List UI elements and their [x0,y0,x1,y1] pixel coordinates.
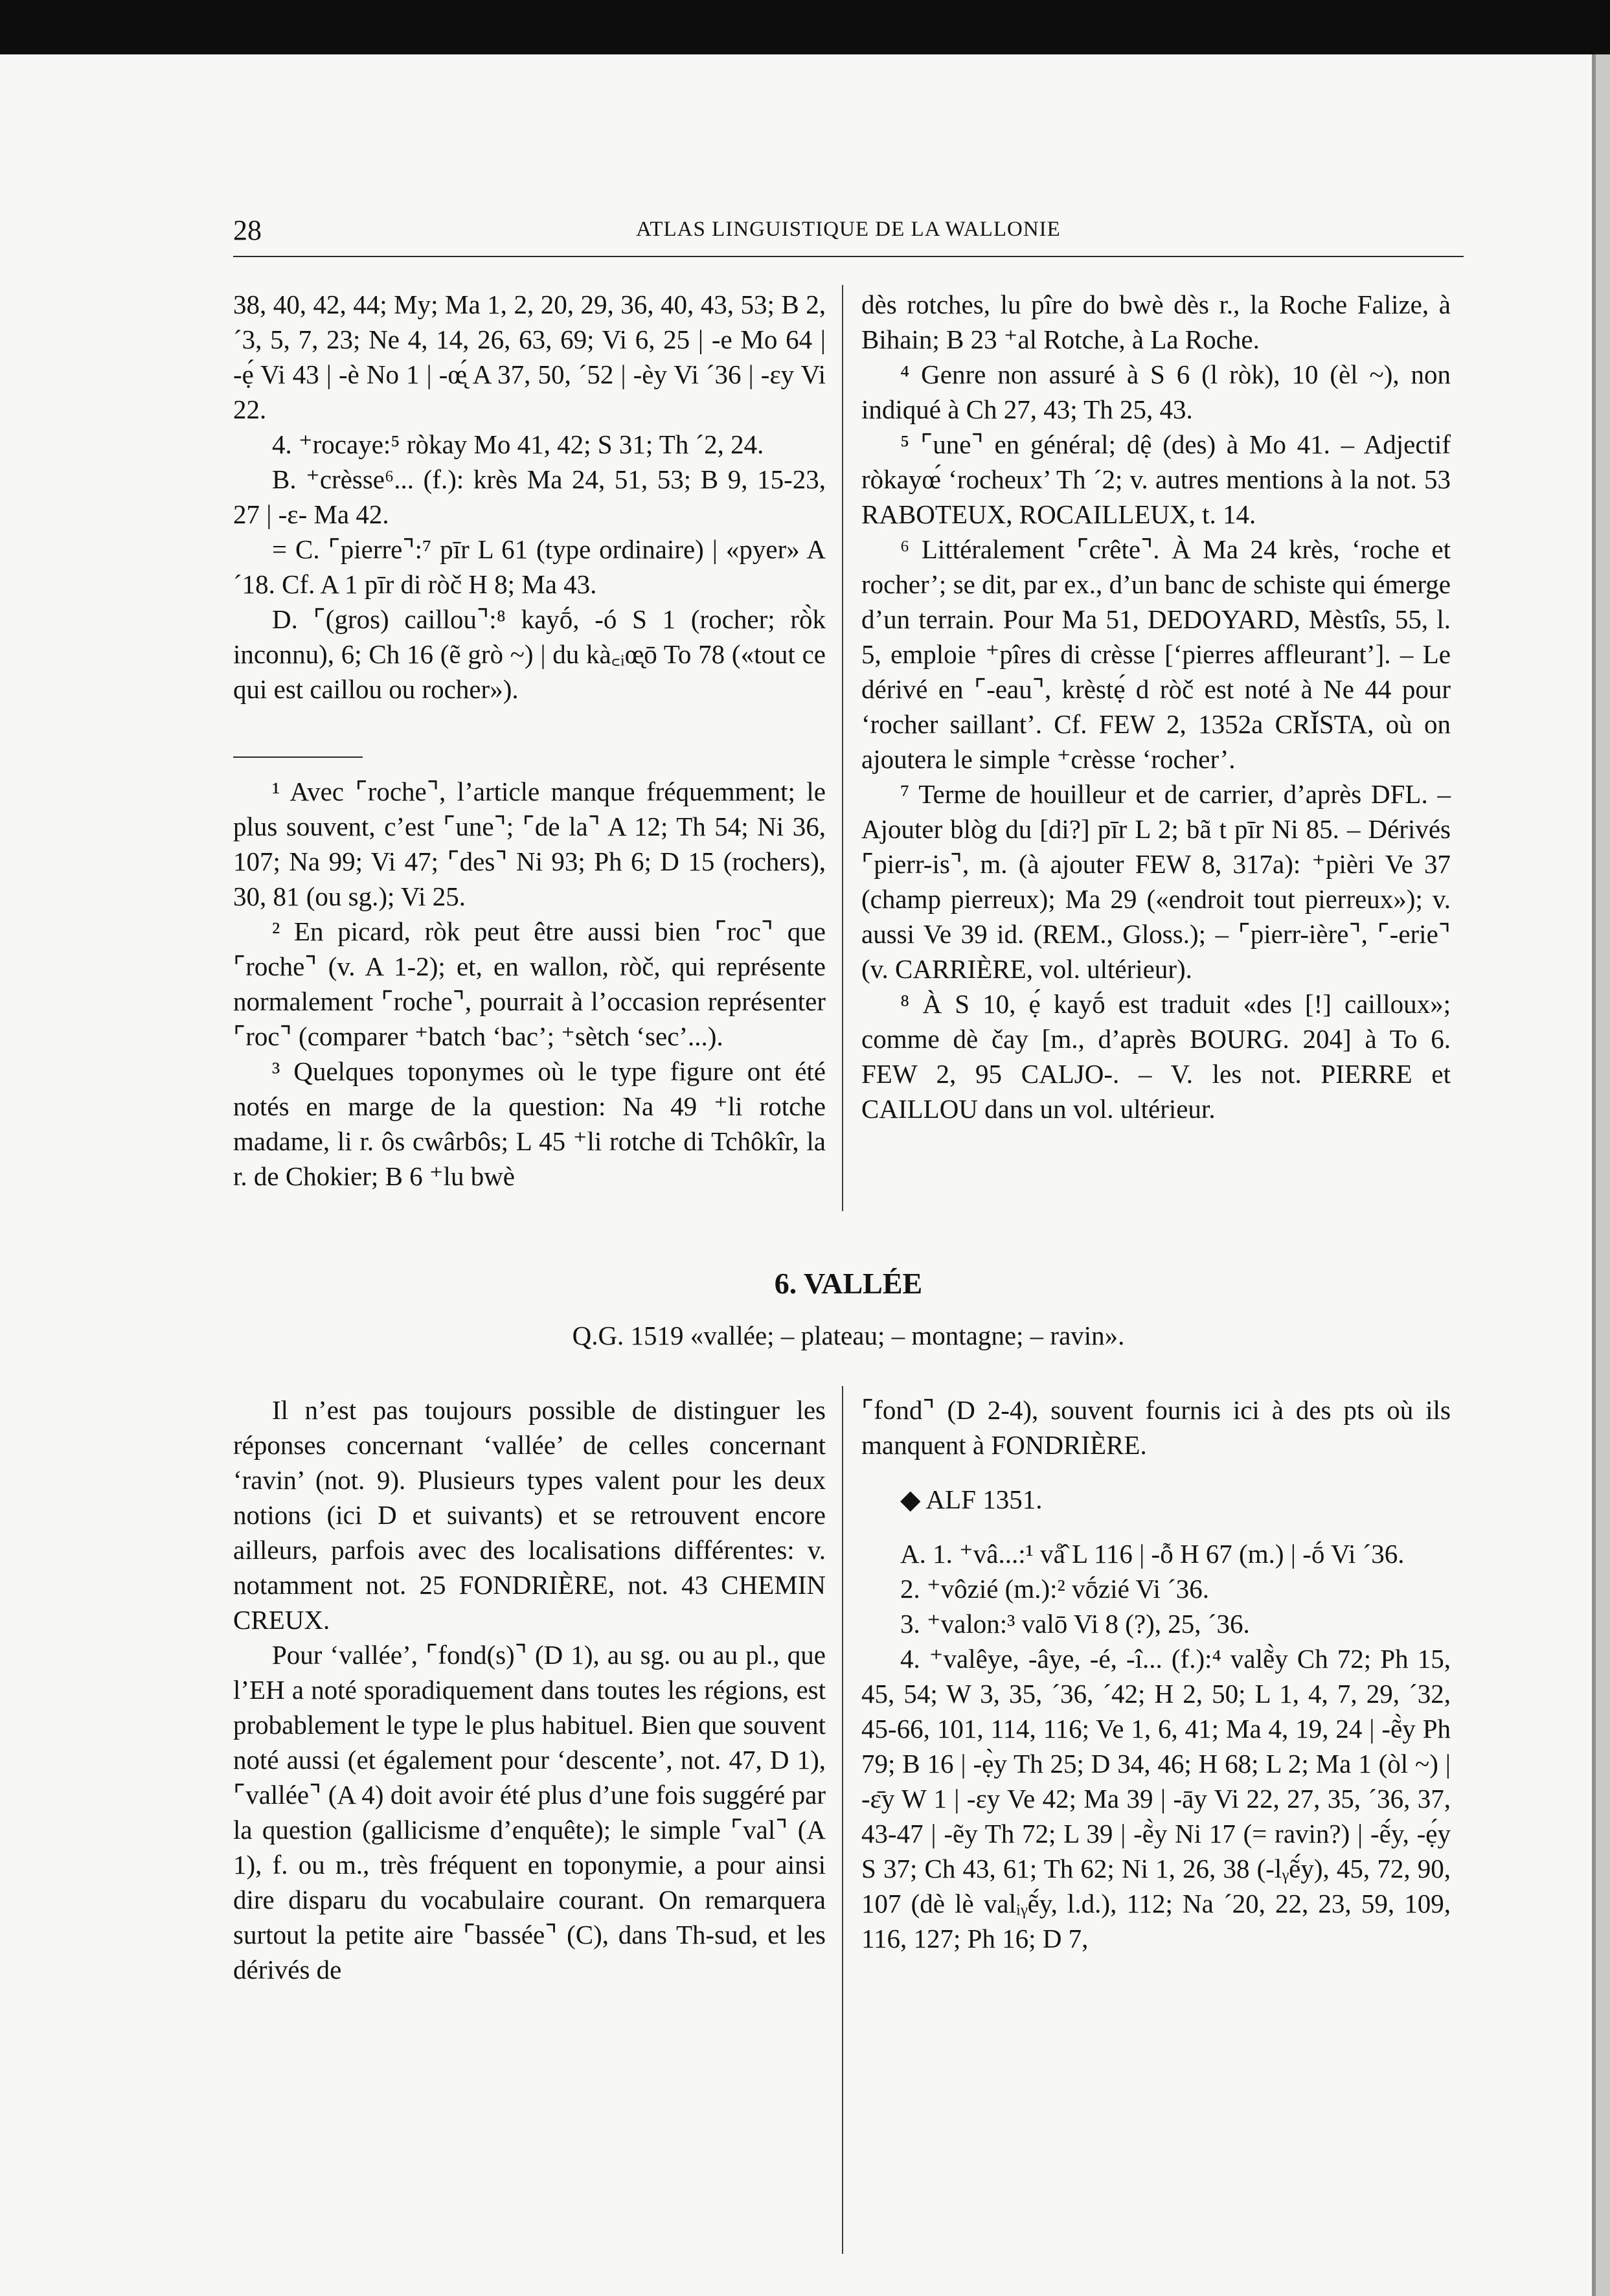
paragraph: Il n’est pas toujours possible de distinguer les réponses concernant ‘vallée’ de celles concernant ‘ravin’ (not. 9). Plusieurs types valent pour les deux notions (ici D et suivants) et se retrouvent encore ailleurs, parfois avec des localisations différentes: v. notamment not. 25 FONDRIÈRE, not. 43 CHEMIN CREUX. [233,1395,826,1635]
footnote: ² En picard, ròk peut être aussi bien ⌜roc⌝ que ⌜roche⌝ (v. A 1-2); et, en wallon, ròč, qui représente normalement ⌜roche⌝, pourrait à l’occasion représenter ⌜roc⌝ (comparer ⁺batch ‘bac’; ⁺sètch ‘sec’...). [233,916,826,1051]
column-divider [842,1386,843,2254]
section-title: 6. VALLÉE [774,1267,923,1300]
footnote: ⁷ Terme de houilleur et de carrier, d’après DFL. – Ajouter blòg du [di?] pīr L 2; bã t pīr Ni 85. – Dérivés ⌜pierr-is⌝, m. (à ajouter FEW 8, 317a): ⁺pièri Ve 37 (champ pierreux); Ma 29 («endroit tout pierreux»); v. aussi Ve 39 id. (REM., Gloss.); – ⌜pierr-ière⌝, ⌜-erie⌝ (v. CARRIÈRE, vol. ultérieur). [861,779,1451,984]
paragraph: D. ⌜(gros) caillou⌝:⁸ kayṓ, -ó S 1 (rocher; rò̀k inconnu), 6; Ch 16 (ẽ grò ~) | du kà꜀ᵢœ̨ō To 78 («tout ce qui est caillou ou rocher»). [233,604,826,704]
upper-left-column [233,287,826,707]
footnotes-right [861,287,1451,1126]
footnotes-left [233,774,826,1194]
paragraph: 4. ⁺rocaye:⁵ ròkay Mo 41, 42; S 31; Th ´2, 24. [272,429,764,459]
scan-right-border [1596,54,1610,2296]
footnote: ¹ Avec ⌜roche⌝, l’article manque fréquemment; le plus souvent, c’est ⌜une⌝; ⌜de la⌝ A 12; Th 54; Ni 36, 107; Na 99; Vi 47; ⌜des⌝ Ni 93; Ph 6; D 15 (rochers), 30, 81 (ou sg.); Vi 25. [233,777,826,911]
paragraph: 38, 40, 42, 44; My; Ma 1, 2, 20, 29, 36, 40, 43, 53; B 2, ´3, 5, 7, 23; Ne 4, 14, 26, 63, 69; Vi 6, 25 | -e Mo 64 | -ẹ́ Vi 43 | -è No 1 | -œ̨́ A 37, 50, ´52 | -èy Vi ´36 | -ɛy Vi 22. [233,290,826,424]
footnote-rule [233,756,363,758]
column-divider [842,285,843,1211]
footnote: ³ Quelques toponymes où le type figure ont été notés en marge de la question: Na 49 ⁺li rotche madame, li r. ôs cwârbôs; L 45 ⁺li rotche di Tchôkîr, la r. de Chokier; B 6 ⁺lu bwè [233,1056,826,1191]
paragraph: A. 1. ⁺vâ...:¹ vå̂ L 116 | -ỗ H 67 (m.) | -ṓ Vi ´36. [900,1539,1405,1569]
paragraph: = C. ⌜pierre⌝:⁷ pīr L 61 (type ordinaire) | «pyer» A ´18. Cf. A 1 pīr di ròč H 8; Ma 43. [233,534,826,599]
running-head: ATLAS LINGUISTIQUE DE LA WALLONIE [636,218,1061,241]
lower-right-column [861,1392,1451,1956]
alf-reference: ◆ ALF 1351. [900,1484,1043,1514]
footnote: ⁶ Littéralement ⌜crête⌝. À Ma 24 krès, ‘roche et rocher’; se dit, par ex., d’un banc de schiste qui émerge d’un terrain. Pour Ma 51, DEDOYARD, Mèstîs, 55, l. 5, emploie ⁺pîres di crèsse [‘pierres affleurant’]. – Le dérivé en ⌜-eau⌝, krèstẹ́ d ròč est noté à Ne 44 pour ‘rocher saillant’. Cf. FEW 2, 1352a CRĬSTA, où on ajoutera le simple ⁺crèsse ‘rocher’. [861,534,1451,774]
paragraph: 3. ⁺valon:³ valō Vi 8 (?), 25, ´36. [900,1609,1250,1639]
paragraph: 4. ⁺valêye, -âye, -é, -î... (f.):⁴ valẽ̀y Ch 72; Ph 15, 45, 54; W 3, 35, ´36, ´42; H 2, 50; L 1, 4, 7, 29, ´32, 45-66, 101, 114, 116; Ve 1, 6, 41; Ma 4, 19, 24 | -ẽ̀y Ph 79; B 16 | -ẹ̀y Th 25; D 34, 46; H 68; L 2; Ma 1 (òl ~) | -ɛ̄y W 1 | -ɛy Ve 42; Ma 39 | -āy Vi 22, 27, 35, ´36, 37, 43-47 | -ẽy Th 72; L 39 | -ẽ̀y Ni 17 (= ravin?) | -ẽ́y, -ẹ́y S 37; Ch 43, 61; Th 62; Ni 1, 26, 38 (-lᵧẽ́y), 45, 72, 90, 107 (dè lè valᵢᵧẽ́y, l.d.), 112; Na ´20, 22, 23, 59, 109, 116, 127; Ph 16; D 7, [861,1644,1451,1953]
paragraph: B. ⁺crèsse⁶... (f.): krès Ma 24, 51, 53; B 9, 15-23, 27 | -ɛ- Ma 42. [233,464,826,529]
footnote: ⁴ Genre non assuré à S 6 (l ròk), 10 (èl ~), non indiqué à Ch 27, 43; Th 25, 43. [861,359,1451,424]
scan-top-border [0,0,1610,54]
section-question: Q.G. 1519 «vallée; – plateau; – montagne; – ravin». [572,1321,1125,1350]
header-rule [233,256,1464,257]
paragraph: ⌜fond⌝ (D 2-4), souvent fournis ici à des pts où ils manquent à FONDRIÈRE. [861,1395,1451,1460]
paragraph: 2. ⁺vôzié (m.):² vṓzié Vi ´36. [900,1574,1210,1604]
footnote: ⁸ À S 10, ẹ́ kayṓ est traduit «des [!] cailloux»; comme dè čay [m., d’après BOURG. 204] à To 6. FEW 2, 95 CALJO-. – V. les not. PIERRE et CAILLOU dans un vol. ultérieur. [861,989,1451,1124]
footnote: dès rotches, lu pîre do bwè dès r., la Roche Falize, à Bihain; B 23 ⁺al Rotche, à La Roche. [861,290,1451,354]
footnote: ⁵ ⌜une⌝ en général; dệ (des) à Mo 41. – Adjectif ròkayœ́ ‘rocheux’ Th ´2; v. autres mentions à la not. 53 RABOTEUX, ROCAILLEUX, t. 14. [861,429,1451,529]
page-header [233,214,1464,253]
paragraph: Pour ‘vallée’, ⌜fond(s)⌝ (D 1), au sg. ou au pl., que l’EH a noté sporadiquement dans toutes les régions, est probablement le type le plus habituel. Bien que souvent noté aussi (et également pour ‘descente’, not. 47, D 1), ⌜vallée⌝ (A 4) doit avoir été plus d’une fois suggéré par la question (gallicisme d’enquête); le simple ⌜val⌝ (A 1), f. ou m., très fréquent en toponymie, a pour ainsi dire disparu du vocabulaire courant. On remarquera surtout la petite aire ⌜bassée⌝ (C), dans Th-sud, et les dérivés de [233,1640,826,1984]
lower-left-column [233,1392,826,1987]
page-number: 28 [233,214,262,246]
